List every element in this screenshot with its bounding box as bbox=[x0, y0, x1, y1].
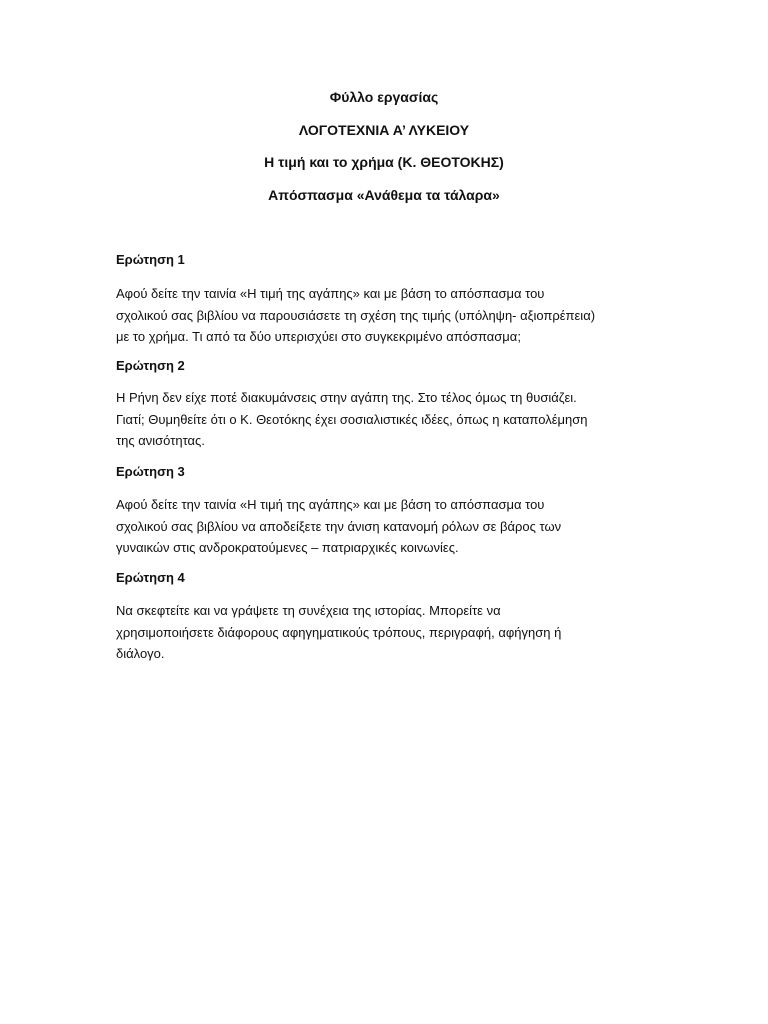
question-3-line: γυναικών στις ανδροκρατούμενες – πατριαρχικές κοινωνίες. bbox=[116, 540, 459, 555]
question-4-title: Ερώτηση 4 bbox=[116, 570, 185, 585]
question-3-text bbox=[116, 494, 676, 559]
question-1-text bbox=[116, 283, 676, 348]
question-4-text bbox=[116, 600, 676, 665]
worksheet-title: Φύλλο εργασίας bbox=[329, 89, 439, 105]
question-2-text bbox=[116, 387, 676, 452]
question-4-line: Να σκεφτείτε και να γράψετε τη συνέχεια της ιστορίας. Μπορείτε να bbox=[116, 603, 501, 618]
question-2-line: Η Ρήνη δεν είχε ποτέ διακυμάνσεις στην αγάπη της. Στο τέλος όμως τη θυσιάζει. bbox=[116, 390, 577, 405]
excerpt-heading: Απόσπασμα «Ανάθεμα τα τάλαρα» bbox=[268, 187, 500, 203]
question-1-line: Αφού δείτε την ταινία «Η τιμή της αγάπης» και με βάση το απόσπασμα του bbox=[116, 286, 545, 301]
subject-heading: ΛΟΓΟΤΕΧΝΙΑ Α’ ΛΥΚΕΙΟΥ bbox=[298, 122, 470, 138]
question-1-line: σχολικού σας βιβλίου να παρουσιάσετε τη σχέση της τιμής (υπόληψη- αξιοπρέπεια) bbox=[116, 307, 596, 323]
question-3-title: Ερώτηση 3 bbox=[116, 464, 185, 479]
question-4-line: χρησιμοποιήσετε διάφορους αφηγηματικούς τρόπους, περιγραφή, αφήγηση ή bbox=[116, 624, 562, 640]
work-heading: Η τιμή και το χρήμα (Κ. ΘΕΟΤΟΚΗΣ) bbox=[264, 154, 504, 170]
question-1-title: Ερώτηση 1 bbox=[116, 252, 185, 267]
question-2-line: Γιατί; Θυμηθείτε ότι ο Κ. Θεοτόκης έχει σοσιαλιστικές ιδέες, όπως η καταπολέμηση bbox=[116, 411, 588, 427]
question-2-title: Ερώτηση 2 bbox=[116, 358, 185, 373]
question-1-line: με το χρήμα. Τι από τα δύο υπερισχύει στο συγκεκριμένο απόσπασμα; bbox=[116, 329, 521, 344]
question-3-line: Αφού δείτε την ταινία «Η τιμή της αγάπης» και με βάση το απόσπασμα του bbox=[116, 497, 545, 512]
question-2-line: της ανισότητας. bbox=[116, 433, 205, 448]
question-4-line: διάλογο. bbox=[116, 646, 165, 661]
question-3-line: σχολικού σας βιβλίου να αποδείξετε την άνιση κατανομή ρόλων σε βάρος των bbox=[116, 518, 562, 534]
